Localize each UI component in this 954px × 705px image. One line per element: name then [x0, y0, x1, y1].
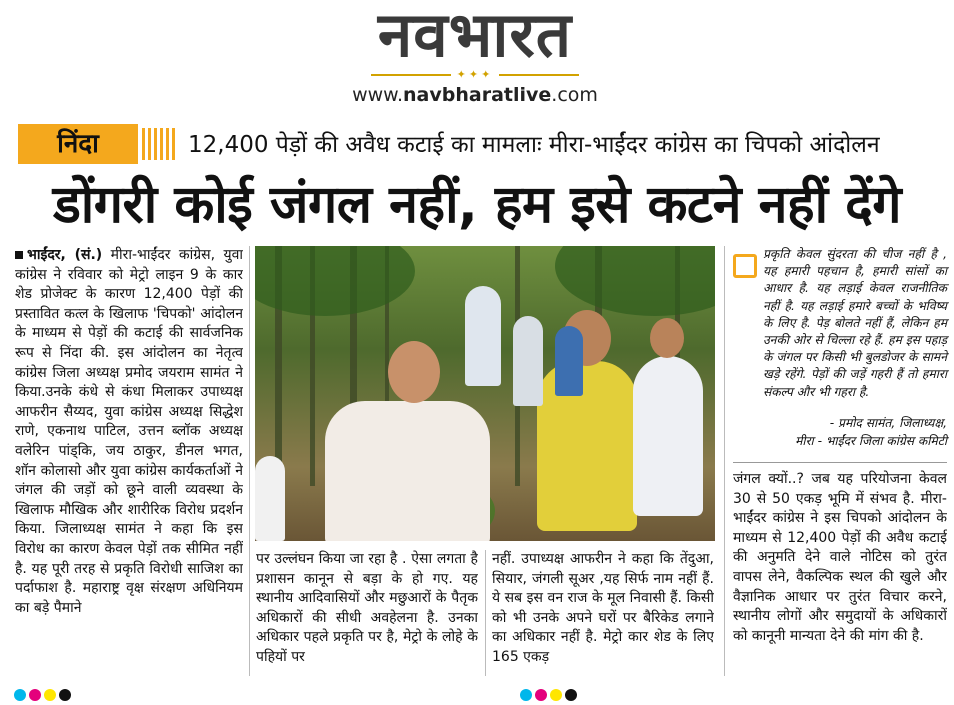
kicker-stripes	[142, 128, 178, 160]
print-registration-marks	[520, 686, 580, 698]
pull-quote	[733, 246, 947, 456]
quote-attribution-name: - प्रमोद सामंत, जिलाध्यक्ष,	[829, 416, 947, 430]
newspaper-logo: नवभारत	[377, 0, 573, 71]
masthead	[330, 2, 620, 114]
cyan-mark	[14, 689, 26, 701]
photo-person-background	[555, 326, 583, 396]
photo-foliage	[555, 246, 715, 316]
logo-ornament: ✦✦✦	[330, 68, 620, 82]
photo-person-white-shirt	[633, 356, 703, 516]
magenta-mark	[29, 689, 41, 701]
article-column-2: पर उल्लंघन किया जा रहा है . ऐसा लगता है प्रशासन कानून से बड़ा के हो गए. यह स्थानीय आदिवासियों और मछुआरों के पैतृक अधिकारों की सीधी अवहेलना है. उनका अधिकार पहले प्रकृति पर है, मेट्रो के लोहे के पहियों पर	[256, 551, 478, 665]
quote-attribution-org: मीरा - भाईंदर जिला कांग्रेस कमिटी	[795, 434, 947, 448]
cyan-mark	[520, 689, 532, 701]
black-mark	[59, 689, 71, 701]
column-divider	[485, 550, 486, 676]
headline: डोंगरी कोई जंगल नहीं, हम इसे कटने नहीं देंगे	[52, 175, 902, 235]
quote-divider	[733, 462, 947, 463]
dateline: भाईंदर, (सं.)	[27, 247, 103, 263]
dateline-bullet	[15, 251, 23, 259]
website-url[interactable]	[330, 82, 620, 108]
kicker-row	[18, 124, 944, 170]
news-photo	[255, 246, 715, 541]
yellow-mark	[550, 689, 562, 701]
url-suffix: .com	[551, 84, 598, 106]
quote-text: प्रकृति केवल सुंदरता की चीज नहीं है , यह हमारी पहचान है, हमारी सांसों का आधार है. यह लड़ाई केवल राजनीतिक नहीं है. यह लड़ाई हमारे बच्चों के भविष्य के लिए है. पेड़ बोलते नहीं हैं, लेकिन हम उनकी ओर से चिल्ला रहे हैं. हम इस पहाड़ के जंगल पर किसी भी बुलडोजर के सामने खड़े रहेंगे. पेड़ों की जड़ें गहरी हैं तो हमारा संकल्प और भी गहरा है.	[763, 247, 947, 399]
photo-person-background	[465, 286, 501, 386]
quote-attribution	[733, 414, 947, 450]
article-column-1	[15, 246, 243, 676]
photo-person-woman	[325, 401, 490, 541]
column-divider	[249, 246, 250, 676]
photo-foliage	[255, 246, 415, 316]
article-column-4: जंगल क्यों..? जब यह परियोजना केवल 30 से 50 एकड़ भूमि में संभव है. मीरा-भाईंदर कांग्रेस ने इस चिपको आंदोलन के माध्यम से 12,400 पेड़ों की अवैध कटाई की अनुमति देने वाले नोटिस को तुरंत वापस लेने, वैकल्पिक स्थल की खुले और वैज्ञानिक आधार पर तुरंत विचार करने, स्थानीय लोगों और समुदायों के अधिकारों को कानूनी मान्यता देने की मांग की है.	[733, 471, 947, 644]
photo-person-head	[388, 341, 440, 403]
column-1-text: मीरा-भाईंदर कांग्रेस, युवा कांग्रेस ने रविवार को मेट्रो लाइन 9 के कार शेड प्रोजेक्ट के कारण 12,400 पेड़ों की प्रस्तावित कत्ल के खिलाफ 'चिपको' आंदोलन के माध्यम से पेड़ों की कटाई की सार्वजनिक रूप से निंदा की. इस आंदोलन का नेतृत्व कांग्रेस जिला अध्यक्ष प्रमोद जयराम सामंत ने किया.उनके कंधे से कंधा मिलाकर उपाध्यक्ष आफरीन सैय्यद, युवा कांग्रेस अध्यक्ष सिद्धेश राणे, एकनाथ पाटिल, उत्तन ब्लॉक अध्यक्ष वलेरिन पांड्कि, जय ठाकुर, डीनल भगत, शॉन कोलासो और युवा कांग्रेस कार्यकर्ताओं ने जंगल की जड़ों को छूने वाली व्यवस्था के खिलाफ मौखिक और शारीरिक विरोध प्रदर्शन किया. जिलाध्यक्ष सामंत ने कहा कि इस विरोध का कारण केवल पेड़ों तक सीमित नहीं है. यह पूरी तरह से प्रकृति विरोधी साजिश का पर्दाफाश है. महाराष्ट्र वृक्ष संरक्षण अधिनियम का बड़े पैमाने	[15, 247, 243, 616]
yellow-mark	[44, 689, 56, 701]
url-brand: navbharatlive	[403, 84, 552, 106]
print-registration-marks	[14, 686, 74, 698]
photo-person-background	[513, 316, 543, 406]
quote-icon	[733, 254, 757, 278]
url-prefix: www.	[352, 84, 404, 106]
photo-person-edge	[255, 456, 285, 541]
photo-person-head	[650, 318, 684, 358]
category-tag: निंदा	[18, 124, 138, 164]
column-divider	[724, 246, 725, 676]
kicker-text: 12,400 पेड़ों की अवैध कटाई का मामलाः मीरा-भाईंदर कांग्रेस का चिपको आंदोलन	[188, 132, 880, 158]
black-mark	[565, 689, 577, 701]
article-column-3: नहीं. उपाध्यक्ष आफरीन ने कहा कि तेंदुआ, सियार, जंगली सूअर ,यह सिर्फ नाम नहीं हैं. ये सब इस वन राज के मूल निवासी हैं. किसी को भी उनके अपने घरों पर बैरिकेड लगाने का अधिकार नहीं है. मेट्रो कार शेड के लिए 165 एकड़	[492, 551, 714, 665]
magenta-mark	[535, 689, 547, 701]
photo-person-yellow-shirt	[537, 361, 637, 531]
